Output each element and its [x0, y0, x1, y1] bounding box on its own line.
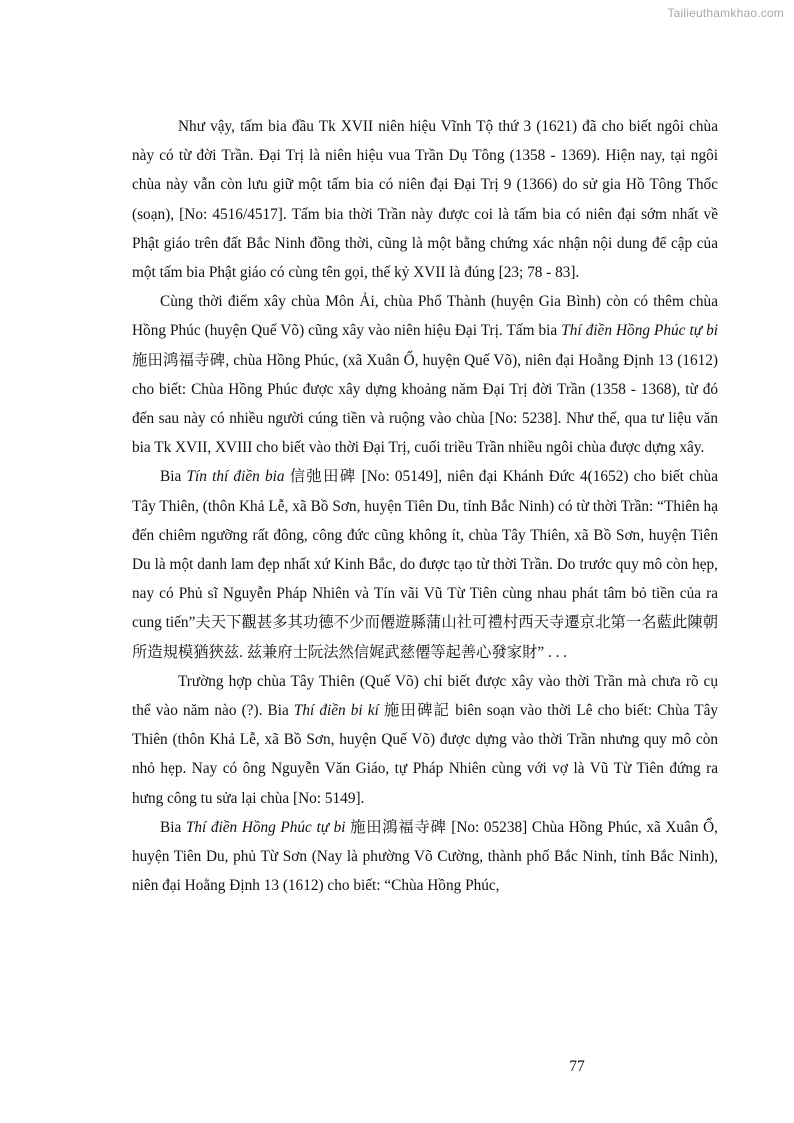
italic-title: Thí điền Hồng Phúc tự bi — [185, 818, 346, 836]
page-number — [0, 1058, 794, 1076]
text-run: 施田鴻福寺碑 [No: 05238] Chùa Hồng Phúc, xã Xuân Ổ, huyện Tiên Du, phủ Từ Sơn (Nay là phường Võ Cường, thành phố Bắc Ninh, tỉnh Bắc Ninh), niên đại Hoằng Định 13 (1612) cho biết: “Chùa Hồng Phúc, — [132, 818, 718, 895]
paragraph-3 — [132, 462, 718, 666]
document-body — [132, 112, 718, 900]
paragraph-1 — [132, 112, 718, 287]
watermark-text: Tailieuthamkhao.com — [667, 6, 784, 20]
paragraph-4 — [132, 667, 718, 813]
text-run: Cùng thời điểm xây chùa Môn Ải, chùa Phổ Thành (huyện Gia Bình) còn có thêm chùa Hồng Phúc (huyện Quế Võ) cũng xây vào niên hiệu Đại Trị. Tấm bia — [132, 293, 718, 340]
text-run: 施田碑記 biên soạn vào thời Lê cho biết: Chùa Tây Thiên (thôn Khả Lễ, xã Bồ Sơn, huyện Quế Võ) được dựng vào thời Trần nhưng quy mô còn nhỏ hẹp. Nay có ông Nguyễn Văn Giáo, tự Pháp Nhiên cùng với vợ là Vũ Từ Tiên đứng ra hưng công tu sửa lại chùa [No: 5149]. — [132, 702, 719, 807]
text-run: 信弛田碑 [No: 05149], niên đại Khánh Đức 4(1652) cho biết chùa Tây Thiên, (thôn Khả Lễ, xã Bồ Sơn, huyện Tiên Du, tỉnh Bắc Ninh) có từ thời Trần: “Thiên hạ đến chiêm ngưỡng rất đông, công đức cũng không ít, chùa Tây Thiên, xã Bồ Sơn, huyện Tiên Du là một danh lam đẹp nhất xứ Kinh Bắc, do được tạo từ thời Trần. Do trước quy mô còn hẹp, nay có Phủ sĩ Nguyễn Pháp Nhiên và Tín vãi Vũ Từ Tiên cùng nhau phát tâm bỏ tiền của ra cung tiến”夫天下觀甚多其功德不少而僊遊縣蒲山社可禮村西天寺遷京北第一名藍此陳朝所造規模猶狹兹. 兹兼府士阮法然信娓武慈僊等起善心發家財” . . . — [132, 468, 718, 661]
text-run: Như vậy, tấm bia đầu Tk XVII niên hiệu Vĩnh Tộ thứ 3 (1621) đã cho biết ngôi chùa này có từ đời Trần. Đại Trị là niên hiệu vua Trần Dụ Tông (1358 - 1369). Hiện nay, tại ngôi chùa này vẫn còn lưu giữ một tấm bia có niên đại Đại Trị 9 (1366) do sử gia Hồ Tông Thốc (soạn), [No: 4516/4517]. Tấm bia thời Trần này được coi là tấm bia có niên đại sớm nhất về Phật giáo trên đất Bắc Ninh đồng thời, cũng là một bằng chứng xác nhận nội dung để cập của một tấm bia Phật giáo có cùng tên gọi, thế kỷ XVII là đúng [23; 78 - 83]. — [132, 118, 718, 282]
italic-title: Thí điền Hồng Phúc tự bi — [561, 322, 718, 340]
text-run: 施田鸿福寺碑, chùa Hồng Phúc, (xã Xuân Ổ, huyện Quế Võ), niên đại Hoằng Định 13 (1612) cho biết: Chùa Hồng Phúc được xây dựng khoảng năm Đại Trị đời Trần (1358 - 1368), từ đó đến sau này có nhiều người cúng tiền và ruộng vào chùa [No: 5238]. Như thế, qua tư liệu văn bia Tk XVII, XVIII cho biết vào thời Đại Trị, cuối triều Trần nhiều ngôi chùa được dựng xây. — [132, 351, 718, 457]
italic-title: Thí điền bi kí — [293, 702, 379, 720]
text-run: Bia — [160, 468, 187, 486]
text-run: Bia — [160, 818, 186, 836]
paragraph-5 — [132, 813, 718, 901]
paragraph-2 — [132, 287, 718, 462]
text-run: Trường hợp chùa Tây Thiên (Quế Võ) chỉ biết được xây vào thời Trần mà chưa rõ cụ thể vào năm nào (?). Bia — [132, 672, 718, 720]
page-number-text: 77 — [569, 1058, 585, 1075]
italic-title: Tín thí điền bia — [186, 468, 285, 486]
